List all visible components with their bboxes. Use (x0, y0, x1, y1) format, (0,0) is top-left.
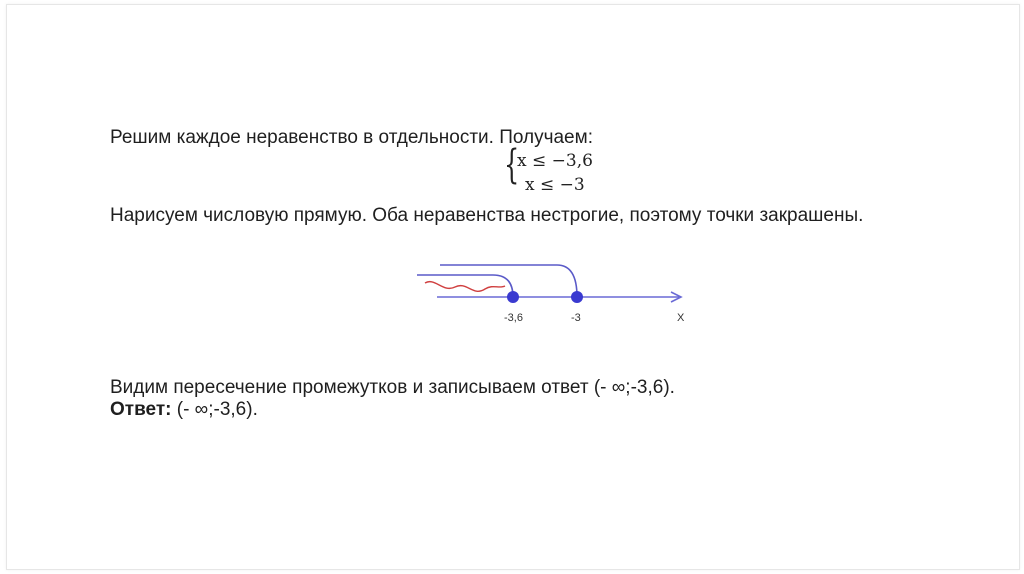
label-minus-3-6: -3,6 (504, 312, 523, 324)
point-minus-3 (571, 291, 583, 303)
system-brace: { (504, 142, 520, 188)
answer-line (110, 399, 258, 421)
system-row-2: x ≤ −3 (525, 175, 585, 195)
axis-label-x: X (677, 312, 685, 324)
number-line-diagram (407, 255, 697, 335)
intersection-hatch (425, 282, 505, 292)
see-text: Видим пересечение промежутков и записываем ответ (- ∞;-3,6). (110, 377, 675, 398)
answer-value: (- ∞;-3,6). (171, 399, 258, 420)
draw-text: Нарисуем числовую прямую. Оба неравенства нестрогие, поэтому точки закрашены. (110, 205, 864, 226)
label-minus-3: -3 (571, 312, 581, 324)
system-row-1: x ≤ −3,6 (517, 151, 593, 171)
intro-text: Решим каждое неравенство в отдельности. Получаем: (110, 127, 593, 148)
answer-label: Ответ: (110, 399, 172, 420)
point-minus-3-6 (507, 291, 519, 303)
slide (6, 4, 1020, 570)
